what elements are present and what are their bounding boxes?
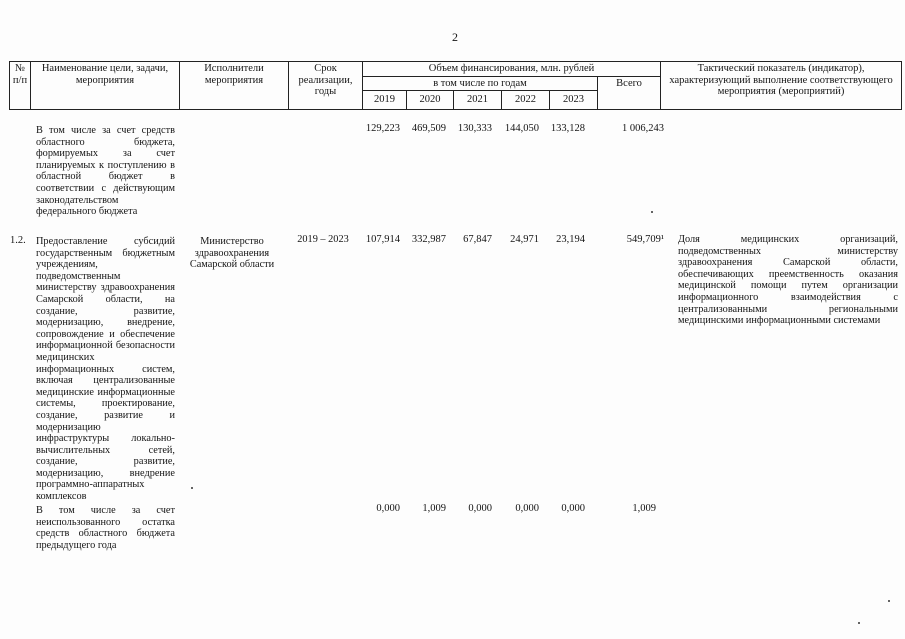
header-year: 2019: [363, 91, 407, 110]
row-2-name: Предоставление субсидий государственным бюджетным учреждениям, подведомственным министерству здравоохранения Самарской области, на создание, развитие, модернизацию, внедрение, сопровождение и обеспечение информационной безопасности медицинских информационных систем, включая централизованные медицинские информационные системы, проектирование, создание, развитие и модернизацию инфраструктуры локально-вычислительных сетей, создание, развитие, модернизацию, внедрение программно-аппаратных комплексов: [36, 236, 175, 503]
scan-speck: [191, 487, 193, 489]
row-2-value-2020: 332,987: [411, 234, 446, 245]
row-2-term: 2019 – 2023: [297, 234, 349, 245]
row-3-name: В том числе за счет неиспользованного остатка средств областного бюджета предыдущего года: [36, 505, 175, 551]
header-funding: Объем финансирования, млн. рублей: [363, 62, 661, 77]
row-1-value-2023: 133,128: [550, 123, 585, 134]
scan-speck: [651, 211, 653, 213]
header-term: Срок реализации, годы: [289, 62, 363, 110]
scan-top-edge: [0, 0, 905, 2]
row-3-value-2023: 0,000: [561, 503, 585, 514]
header-year: 2020: [407, 91, 454, 110]
row-2-indicator: Доля медицинских организаций, подведомственных министерству здравоохранения Самарской области, обеспечивающих преемственность оказания медицинской помощи путем организации информационного взаимодействия с централизованными региональными медицинскими информационными системами: [678, 234, 898, 327]
row-3-value-2020: 1,009: [422, 503, 446, 514]
row-1-value-2021: 130,333: [457, 123, 492, 134]
header-year: 2022: [502, 91, 550, 110]
row-2-num: 1.2.: [10, 235, 26, 246]
row-3-value-2022: 0,000: [515, 503, 539, 514]
header-executors: Исполнители мероприятия: [180, 62, 289, 110]
scan-speck: [858, 622, 860, 624]
row-1-value-2020: 469,509: [411, 123, 446, 134]
row-1-value-2019: 129,223: [365, 123, 400, 134]
row-3-value-2021: 0,000: [468, 503, 492, 514]
row-1-name: В том числе за счет средств областного бюджета, формируемых за счет планируемых к поступлению в областной бюджет в соответствии с действующим законодательством федерального бюджета: [36, 125, 175, 218]
header-name: Наименование цели, задачи, мероприятия: [31, 62, 180, 110]
page-number: 2: [452, 30, 458, 44]
scan-speck: [888, 600, 890, 602]
row-3-value-2019: 0,000: [376, 503, 400, 514]
row-2-value-2021: 67,847: [463, 234, 492, 245]
row-2-value-2019: 107,914: [365, 234, 400, 245]
header-num: № п/п: [10, 62, 31, 110]
row-1-total: 1 006,243: [622, 123, 664, 134]
header-indicator: Тактический показатель (индикатор), характеризующий выполнение соответствующего мероприятия (мероприятий): [661, 62, 902, 110]
table-header: [9, 61, 902, 110]
header-year: 2023: [550, 91, 598, 110]
row-2-value-2023: 23,194: [556, 234, 585, 245]
header-total: Всего: [598, 76, 661, 110]
row-2-total: 549,709¹: [626, 234, 664, 245]
row-2-executor: Министерство здравоохранения Самарской области: [189, 236, 275, 271]
row-2-value-2022: 24,971: [510, 234, 539, 245]
header-by-years: в том числе по годам: [363, 76, 598, 91]
row-1-value-2022: 144,050: [504, 123, 539, 134]
row-3-total: 1,009: [632, 503, 656, 514]
header-year: 2021: [454, 91, 502, 110]
